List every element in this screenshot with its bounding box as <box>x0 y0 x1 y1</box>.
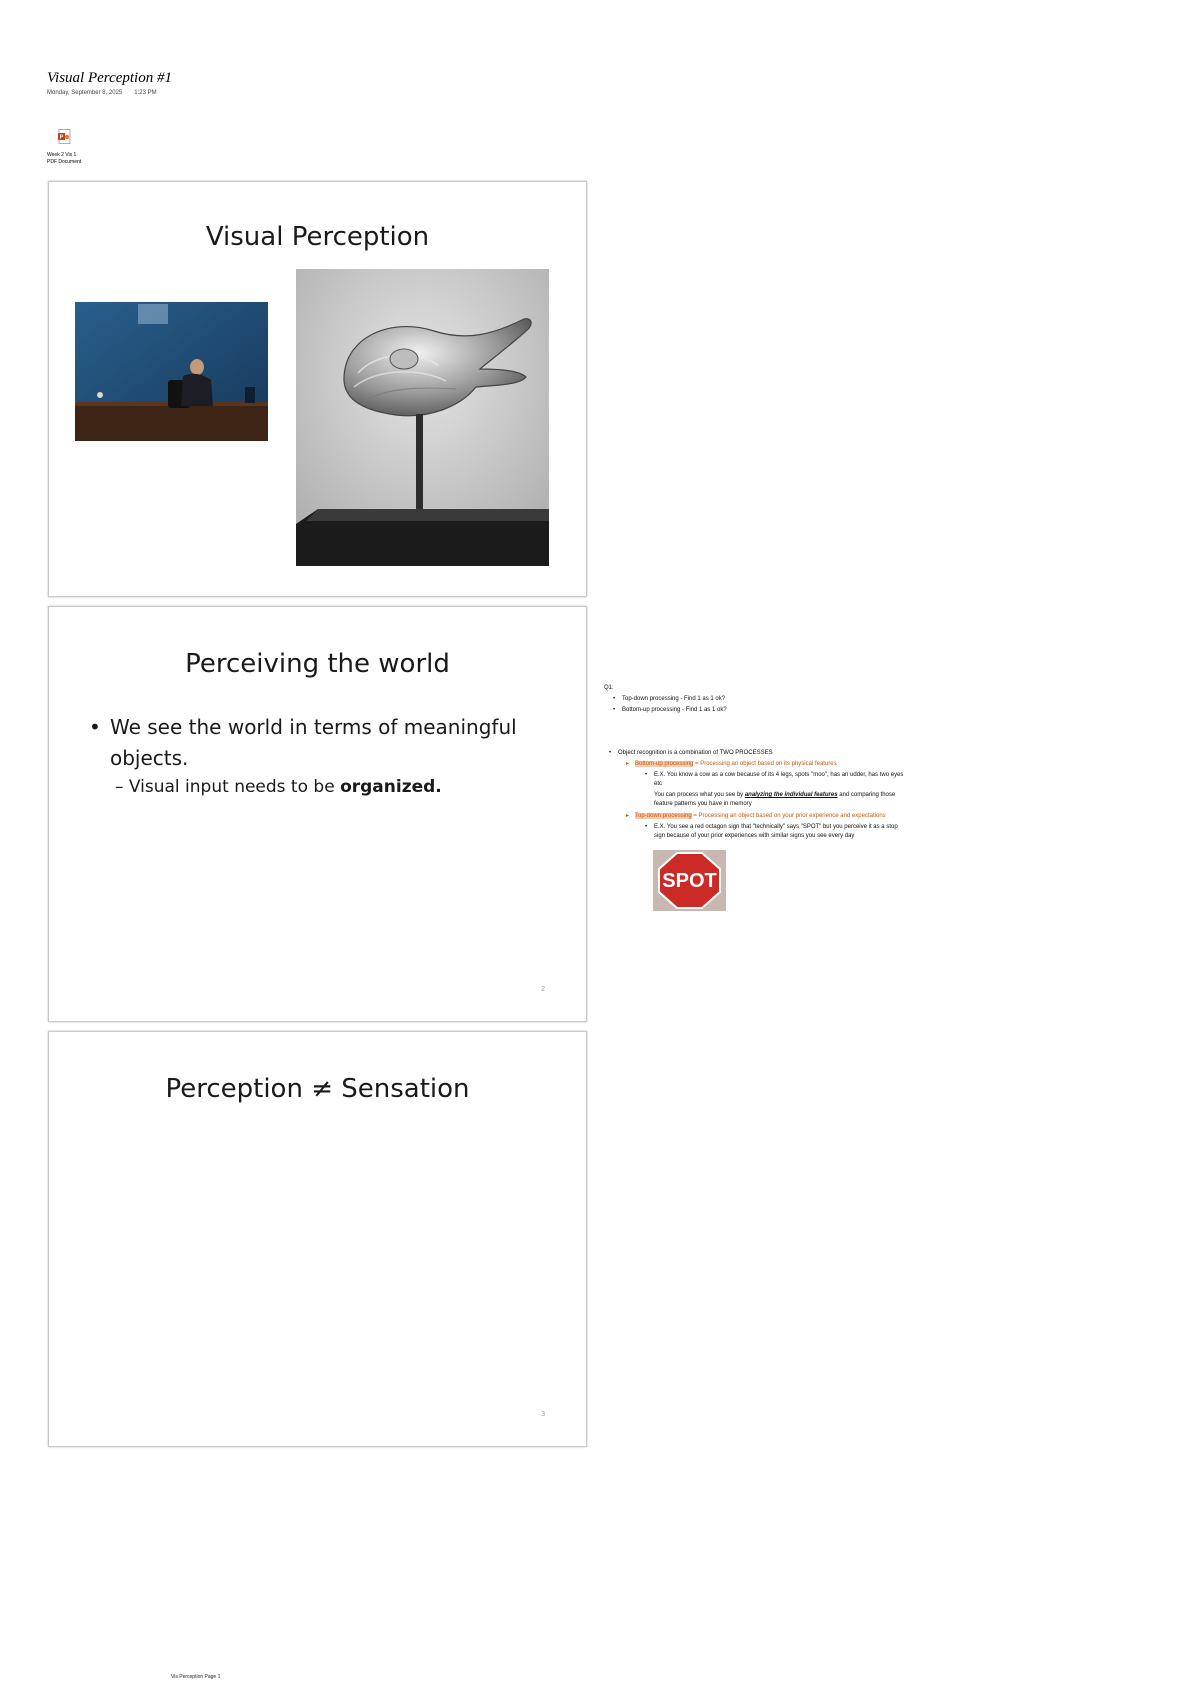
notes-bottom-up: ▸ Bottom-up processing = Processing an object based on its physical features <box>626 761 837 767</box>
man-in-office-photo <box>75 302 268 441</box>
slide-number: 2 <box>541 986 545 993</box>
top-down-term: Top-down processing <box>635 813 692 819</box>
notes-main-text: Object recognition is a combination of TWO PROCESSES <box>618 750 773 756</box>
example-suffix: and comparing those <box>837 792 896 798</box>
notes-example <box>654 791 895 800</box>
bottom-up-definition: = Processing an object based on its physical features <box>693 761 837 767</box>
example-text: E.X. You know a cow as a cow because of its 4 legs, spots "moo", has an udder, has two eyes <box>654 772 904 778</box>
notes-main-point: • Object recognition is a combination of TWO PROCESSES <box>609 750 773 756</box>
notes-example: • E.X. You see a red octagon sign that "technically" says "SPOT" but you perceive it as a stop <box>645 824 898 830</box>
notes-heading: Q1: <box>604 685 614 691</box>
svg-text:P: P <box>59 134 64 141</box>
sub-bullet-text: – Visual input needs to be <box>115 777 341 797</box>
page-title: Visual Perception #1 <box>47 70 172 86</box>
sub-bullet-item <box>115 777 546 797</box>
bird-head-sculpture-photo <box>296 269 549 566</box>
notes-question: • Top-down processing - Find 1 as 1 ok? <box>613 696 726 702</box>
slide-number: 3 <box>541 1411 545 1418</box>
notes-top-down: ▸ Top-down processing = Processing an object based on your prior experience and expectations <box>626 813 886 819</box>
page-date-text: Monday, September 8, 2025 <box>47 90 123 96</box>
notes-example-cont: etc <box>654 781 663 787</box>
page-time-text: 1:23 PM <box>134 90 157 96</box>
top-down-definition: = Processing an object based on your prior experience and expectations <box>691 813 886 819</box>
slide-title: Visual Perception <box>205 222 430 252</box>
attachment-size: PDF Document <box>47 159 82 165</box>
slide-3 <box>48 1031 587 1447</box>
example-prefix: You can process what you see by <box>654 792 745 798</box>
notes-example: • E.X. You know a cow as a cow because of its 4 legs, spots "moo", has an udder, has two eyes <box>645 772 904 778</box>
bullet-item <box>89 712 546 774</box>
slide-title: Perceiving the world <box>185 649 450 679</box>
bottom-up-term: Bottom-up processing <box>635 761 694 767</box>
sub-bullet-bold-text: organized. <box>340 777 442 797</box>
page-date <box>47 90 157 96</box>
page-footer: Vis Perception Page 1 <box>171 1674 221 1680</box>
attachment-name[interactable]: Week 2 Vis 1 <box>47 152 77 158</box>
example-text: E.X. You see a red octagon sign that "technically" says "SPOT" but you perceive it as a stop <box>654 824 898 830</box>
slide-2 <box>48 606 587 1022</box>
notes-question: • Bottom-up processing - Find 1 as 1 ok? <box>613 707 727 713</box>
stop-sign-image <box>653 850 726 911</box>
notes-example-cont: feature patterns you have in memory <box>654 801 752 807</box>
bullet-text: We see the world in terms of meaningful objects. <box>110 715 517 770</box>
example-emphasis: analyzing the individual features <box>744 792 838 798</box>
bullet-dot-icon: • <box>89 715 101 739</box>
notes-question-text: Bottom-up processing - Find 1 as 1 ok? <box>622 707 727 713</box>
slide-1 <box>48 181 587 597</box>
stop-sign-text: SPOT <box>662 870 717 892</box>
notes-question-text: Top-down processing - Find 1 as 1 ok? <box>622 696 726 702</box>
slide-title: Perception ≠ Sensation <box>165 1074 470 1104</box>
powerpoint-file-icon[interactable] <box>58 129 72 145</box>
notes-example-cont: sign because of your prior experiences with similar signs you see every day <box>654 833 855 839</box>
